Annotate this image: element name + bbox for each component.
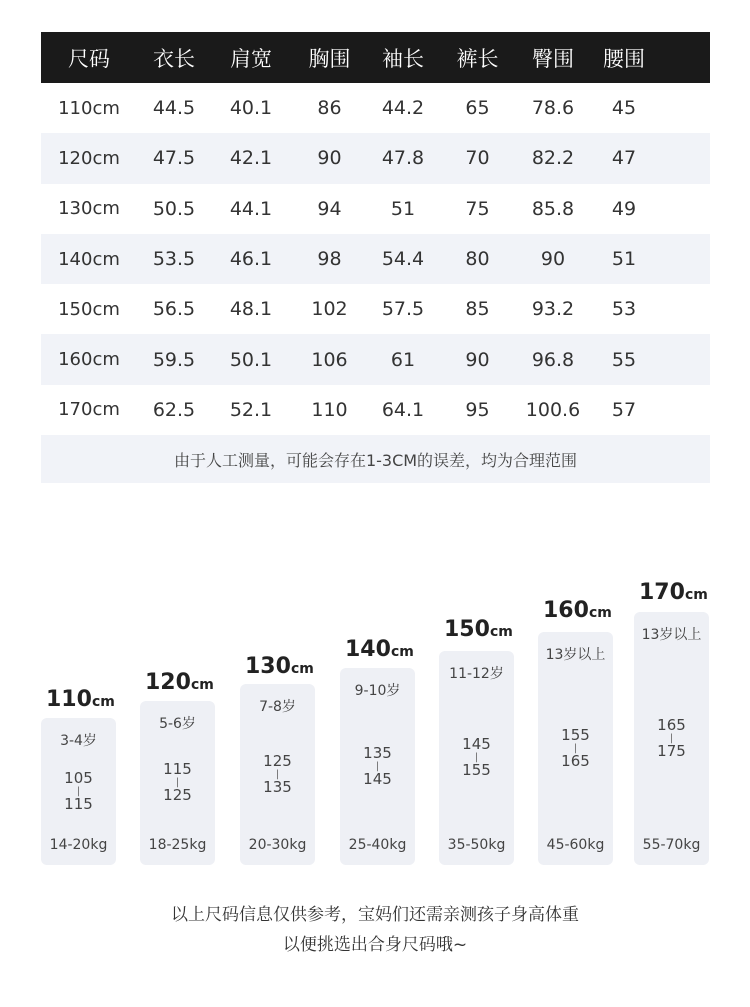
size-number: 120 <box>145 670 191 695</box>
measurement-cell: 82.2 <box>531 147 575 170</box>
footer-note <box>0 900 750 960</box>
size-number: 110 <box>46 687 92 712</box>
size-label <box>444 617 534 642</box>
measurement-cell: 94 <box>317 197 342 220</box>
size-cell: 170cm <box>58 399 120 421</box>
height-range <box>240 753 315 796</box>
measurement-cell: 57.5 <box>381 298 425 321</box>
measurement-cell: 54.4 <box>381 248 425 271</box>
height-range <box>634 717 709 760</box>
measurement-cell: 96.8 <box>531 348 575 371</box>
height-low: 145 <box>462 735 491 753</box>
measurement-cell: 106 <box>311 348 348 371</box>
height-separator: | <box>275 769 280 780</box>
measurement-cell: 86 <box>317 97 342 120</box>
age-range: 13岁以上 <box>641 627 702 643</box>
measurement-cell: 110 <box>311 398 348 421</box>
size-cell: 160cm <box>58 349 120 371</box>
measurement-cell: 53.5 <box>152 248 196 271</box>
weight-range: 55-70kg <box>642 837 701 853</box>
age-range: 13岁以上 <box>545 647 606 663</box>
measurement-cell: 62.5 <box>152 398 196 421</box>
measurement-cell: 51 <box>390 197 416 220</box>
measurement-cell: 98 <box>317 248 342 271</box>
size-label <box>145 670 235 695</box>
header-cell: 腰围 <box>603 46 645 71</box>
size-number: 170 <box>639 580 685 605</box>
measurement-cell: 95 <box>465 398 490 421</box>
measurement-cell: 93.2 <box>531 298 575 321</box>
measurement-cell: 70 <box>465 147 490 170</box>
height-separator: | <box>76 786 81 797</box>
age-range: 11-12岁 <box>449 666 504 682</box>
size-unit: cm <box>190 677 214 693</box>
size-unit: cm <box>290 661 314 677</box>
size-unit: cm <box>684 587 708 603</box>
height-low: 115 <box>163 760 192 778</box>
weight-range: 25-40kg <box>348 837 407 853</box>
header-cell: 袖长 <box>382 46 424 71</box>
footer-line: 以便挑选出合身尺码哦~ <box>282 935 468 955</box>
height-range <box>41 770 116 813</box>
size-card <box>240 684 315 865</box>
size-number: 150 <box>444 617 490 642</box>
measurement-cell: 49 <box>611 197 637 220</box>
measurement-cell: 78.6 <box>531 97 575 120</box>
size-label <box>543 598 633 623</box>
measurement-cell: 90 <box>465 348 490 371</box>
measurement-cell: 51 <box>611 248 637 271</box>
height-separator: | <box>474 752 479 763</box>
size-card <box>140 701 215 865</box>
measurement-cell: 44.5 <box>152 97 196 120</box>
weight-range: 35-50kg <box>447 837 506 853</box>
height-high: 135 <box>263 778 292 796</box>
size-label <box>245 654 335 679</box>
measurement-cell: 48.1 <box>229 298 273 321</box>
measurement-cell: 90 <box>317 147 342 170</box>
measurement-cell: 61 <box>390 348 416 371</box>
age-range: 3-4岁 <box>60 733 97 749</box>
height-range <box>140 761 215 804</box>
size-unit: cm <box>588 605 612 621</box>
measurement-cell: 80 <box>465 248 490 271</box>
height-high: 165 <box>561 752 590 770</box>
height-range <box>439 736 514 779</box>
measurement-cell: 42.1 <box>229 147 273 170</box>
weight-range: 14-20kg <box>49 837 108 853</box>
measurement-cell: 56.5 <box>152 298 196 321</box>
measurement-note: 由于人工测量，可能会存在1-3CM的误差，均为合理范围 <box>41 435 710 483</box>
measurement-cell: 50.1 <box>229 348 273 371</box>
height-separator: | <box>175 777 180 788</box>
height-high: 125 <box>163 786 192 804</box>
height-high: 155 <box>462 761 491 779</box>
height-low: 165 <box>657 716 686 734</box>
header-cell: 裤长 <box>456 46 499 71</box>
measurement-cell: 59.5 <box>152 348 196 371</box>
header-cell: 尺码 <box>68 46 110 71</box>
size-label <box>46 687 136 712</box>
weight-range: 20-30kg <box>248 837 307 853</box>
age-range: 9-10岁 <box>354 683 401 699</box>
size-card <box>634 612 709 865</box>
measurement-cell: 45 <box>611 97 637 120</box>
size-number: 130 <box>245 654 291 679</box>
measurement-cell: 52.1 <box>229 398 273 421</box>
size-label <box>345 637 435 662</box>
weight-range: 45-60kg <box>546 837 605 853</box>
height-low: 125 <box>263 752 292 770</box>
measurement-cell: 47.8 <box>381 147 425 170</box>
measurement-cell: 44.2 <box>381 97 425 120</box>
size-unit: cm <box>489 624 513 640</box>
measurement-cell: 100.6 <box>525 398 581 421</box>
measurement-cell: 44.1 <box>229 197 273 220</box>
age-range: 7-8岁 <box>259 699 296 715</box>
height-low: 135 <box>363 744 392 762</box>
height-high: 115 <box>64 795 93 813</box>
size-card <box>538 632 613 865</box>
size-card <box>41 718 116 865</box>
height-high: 175 <box>657 742 686 760</box>
size-cell: 110cm <box>58 97 120 119</box>
measurement-cell: 75 <box>465 197 490 220</box>
size-cell: 140cm <box>58 248 120 270</box>
measurement-cell: 85 <box>465 298 490 321</box>
height-low: 105 <box>64 769 93 787</box>
size-unit: cm <box>390 644 414 660</box>
measurement-cell: 47.5 <box>152 147 196 170</box>
measurement-cell: 57 <box>611 398 637 421</box>
measurement-cell: 85.8 <box>531 197 575 220</box>
header-cell: 臀围 <box>532 46 574 71</box>
size-cell: 150cm <box>58 298 120 320</box>
height-range <box>340 745 415 788</box>
measurement-cell: 46.1 <box>229 248 273 271</box>
weight-range: 18-25kg <box>148 837 207 853</box>
size-card <box>439 651 514 865</box>
size-card <box>340 668 415 865</box>
size-cell: 130cm <box>58 198 120 220</box>
height-separator: | <box>573 743 578 754</box>
size-number: 140 <box>345 637 391 662</box>
footer-line: 以上尺码信息仅供参考，宝妈们还需亲测孩子身高体重 <box>171 905 579 925</box>
size-unit: cm <box>91 694 115 710</box>
measurement-cell: 53 <box>611 298 637 321</box>
size-number: 160 <box>543 598 589 623</box>
size-cell: 120cm <box>58 147 120 169</box>
height-separator: | <box>669 733 674 744</box>
size-label <box>639 580 729 605</box>
age-range: 5-6岁 <box>159 716 196 732</box>
measurement-cell: 50.5 <box>152 197 196 220</box>
measurement-cell: 40.1 <box>229 97 273 120</box>
height-low: 155 <box>561 726 590 744</box>
height-high: 145 <box>363 770 392 788</box>
measurement-cell: 90 <box>540 248 566 271</box>
measurement-cell: 55 <box>611 348 637 371</box>
header-cell: 衣长 <box>153 46 195 71</box>
measurement-cell: 47 <box>611 147 637 170</box>
header-cell: 肩宽 <box>230 46 272 71</box>
header-cell: 胸围 <box>308 46 351 71</box>
measurement-cell: 65 <box>465 97 490 120</box>
measurement-cell: 64.1 <box>381 398 425 421</box>
height-range <box>538 727 613 770</box>
measurement-cell: 102 <box>311 298 348 321</box>
height-separator: | <box>375 761 380 772</box>
